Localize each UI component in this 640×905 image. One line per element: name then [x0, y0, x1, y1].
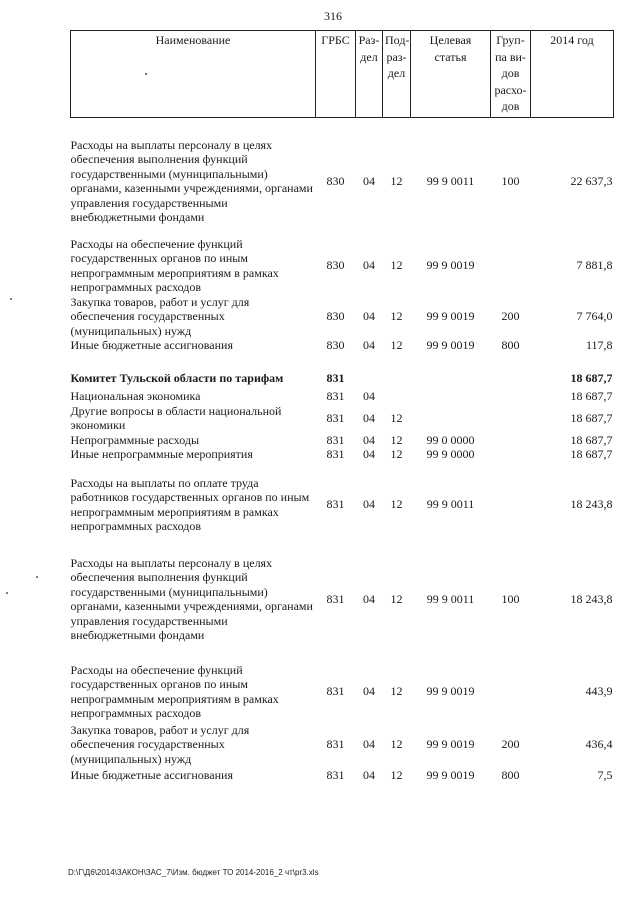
cell-cel: 99 9 0019 [426, 258, 475, 273]
row-spacer [71, 462, 614, 476]
cell-razdel: 04 [363, 309, 375, 323]
scan-speck [36, 576, 38, 578]
cell-grbs: 831 [326, 591, 345, 606]
cell-vr [491, 404, 531, 433]
row-spacer [71, 534, 614, 556]
cell-grbs: 831 [326, 497, 345, 512]
cell-razdel: 04 [363, 684, 375, 699]
row-spacer [71, 225, 614, 237]
header-sum: 2014 год [531, 31, 614, 118]
cell-podrazdel: 12 [390, 410, 403, 425]
cell-cel: 99 9 0011 [426, 497, 475, 512]
cell-vr [491, 476, 531, 534]
header-grbs: ГРБС [316, 31, 356, 118]
table-body [71, 117, 614, 783]
cell-razdel: 04 [363, 410, 375, 425]
cell-cel: 99 9 0011 [426, 591, 475, 606]
cell-name: Другие вопросы в области национальной экономики [70, 403, 282, 432]
cell-podrazdel [383, 389, 411, 404]
cell-vr: 800 [501, 338, 520, 352]
cell-name: Расходы на обеспечение функций государственных органов по иным непрограммным мероприятиям в рамках непрограммных расходов [70, 662, 279, 720]
cell-cel [411, 389, 491, 404]
cell-name: Закупка товаров, работ и услуг для обеспечения государственных (муниципальных) нужд [70, 294, 250, 338]
cell-razdel: 04 [363, 737, 375, 751]
budget-table [70, 30, 614, 783]
table-row [71, 663, 614, 721]
cell-vr: 100 [501, 591, 520, 606]
table-row [71, 338, 614, 353]
table-row [71, 237, 614, 295]
cell-sum: 22 637,3 [570, 173, 613, 188]
cell-razdel: 04 [363, 447, 375, 461]
table-row [71, 138, 614, 225]
header-cel: Целевая статья [411, 31, 491, 118]
cell-podrazdel: 12 [390, 737, 403, 751]
cell-grbs: 830 [326, 173, 345, 188]
cell-sum: 18 243,8 [570, 591, 613, 606]
cell-sum: 18 687,7 [570, 410, 613, 425]
table-row [71, 723, 614, 767]
cell-grbs: 831 [326, 410, 345, 425]
cell-grbs: 831 [326, 447, 345, 461]
cell-sum: 117,8 [585, 338, 613, 352]
cell-cel: 99 9 0000 [426, 447, 475, 461]
cell-name: Расходы на выплаты персоналу в целях обеспечения выполнения функций государственными (муниципальными) органами, казенными учреждениями, органами управления государственными внебюджетными фондами [70, 137, 313, 224]
cell-vr [491, 447, 531, 462]
cell-sum: 18 687,7 [570, 447, 613, 461]
cell-sum: 7 764,0 [576, 309, 613, 323]
table-row [71, 433, 614, 448]
header-name [71, 31, 316, 118]
cell-cel: 99 9 0019 [426, 768, 475, 782]
cell-name: Непрограммные расходы [70, 432, 200, 447]
cell-cel [411, 404, 491, 433]
scan-speck [10, 298, 12, 300]
cell-name: Иные бюджетные ассигнования [70, 768, 233, 782]
row-spacer [71, 117, 614, 138]
cell-name: Национальная экономика [70, 389, 201, 403]
cell-name: Закупка товаров, работ и услуг для обеспечения государственных (муниципальных) нужд [70, 722, 250, 766]
cell-grbs: 831 [326, 737, 345, 751]
file-path-footer: D:\Г\Д6\2014\ЗАКОН\ЗАС_7\Изм. бюджет ТО 2014-2016_2 чт\pr3.xls [68, 868, 319, 877]
header-name-label: Наименование [155, 33, 231, 47]
header-razdel: Раз- дел [356, 31, 383, 118]
table-header [71, 31, 614, 118]
cell-podrazdel: 12 [390, 309, 403, 323]
cell-cel: 99 9 0019 [426, 309, 475, 323]
cell-razdel [356, 371, 383, 386]
cell-vr [491, 663, 531, 721]
cell-cel: 99 0 0000 [426, 432, 475, 447]
cell-razdel: 04 [363, 338, 375, 352]
cell-cel [411, 371, 491, 386]
cell-sum: 18 687,7 [570, 370, 613, 385]
cell-razdel: 04 [363, 258, 375, 273]
cell-grbs: 831 [326, 370, 345, 385]
header-podrazdel: Под- раз- дел [383, 31, 411, 118]
cell-vr [491, 389, 531, 404]
cell-razdel: 04 [363, 432, 375, 447]
cell-sum: 18 243,8 [570, 497, 613, 512]
cell-name: Иные непрограммные мероприятия [70, 447, 253, 461]
cell-vr [491, 237, 531, 295]
cell-sum: 7 881,8 [576, 258, 613, 273]
cell-sum: 18 687,7 [570, 432, 613, 447]
cell-razdel: 04 [363, 389, 375, 403]
cell-cel: 99 9 0011 [426, 173, 475, 188]
cell-razdel: 04 [363, 173, 375, 188]
cell-name: Иные бюджетные ассигнования [70, 338, 233, 352]
row-spacer [71, 353, 614, 371]
table-row [71, 389, 614, 404]
table-row [71, 295, 614, 339]
cell-razdel: 04 [363, 768, 375, 782]
cell-podrazdel: 12 [390, 447, 403, 461]
table-row [71, 476, 614, 534]
cell-podrazdel: 12 [390, 591, 403, 606]
cell-name: Расходы на выплаты по оплате труда работников государственных органов по иным непрограммным мероприятиям в рамках непрограммных расходов [70, 475, 310, 533]
table-row [71, 768, 614, 783]
cell-name: Комитет Тульской области по тарифам [70, 370, 284, 385]
cell-vr: 200 [501, 737, 520, 751]
cell-podrazdel: 12 [390, 432, 403, 447]
table-row [71, 404, 614, 433]
cell-grbs: 830 [326, 338, 345, 352]
cell-grbs: 830 [326, 309, 345, 323]
cell-podrazdel: 12 [390, 497, 403, 512]
cell-cel: 99 9 0019 [426, 338, 475, 352]
cell-podrazdel: 12 [390, 173, 403, 188]
cell-name: Расходы на выплаты персоналу в целях обеспечения выполнения функций государственными (муниципальными) органами, казенными учреждениями, органами управления государственными внебюджетными фондами [70, 555, 313, 642]
cell-podrazdel [383, 371, 411, 386]
cell-cel: 99 9 0019 [426, 737, 475, 751]
row-spacer [71, 643, 614, 663]
table-row [71, 556, 614, 643]
cell-vr: 800 [501, 768, 520, 782]
cell-grbs: 831 [326, 768, 345, 782]
page-number: 316 [324, 9, 342, 23]
cell-grbs: 831 [326, 389, 345, 403]
cell-sum: 18 687,7 [570, 389, 613, 403]
table-row [71, 371, 614, 386]
cell-podrazdel: 12 [390, 684, 403, 699]
cell-podrazdel: 12 [390, 258, 403, 273]
cell-cel: 99 9 0019 [426, 684, 475, 699]
cell-vr [491, 433, 531, 448]
cell-vr: 100 [501, 173, 520, 188]
cell-podrazdel: 12 [390, 338, 403, 352]
cell-podrazdel: 12 [390, 768, 403, 782]
cell-name: Расходы на обеспечение функций государственных органов по иным непрограммным мероприятиям в рамках непрограммных расходов [70, 236, 279, 294]
cell-grbs: 831 [326, 684, 345, 699]
table-row [71, 447, 614, 462]
scan-speck [6, 592, 8, 594]
cell-grbs: 830 [326, 258, 345, 273]
cell-razdel: 04 [363, 591, 375, 606]
cell-sum: 7,5 [597, 768, 613, 782]
cell-grbs: 831 [326, 432, 345, 447]
cell-vr [491, 371, 531, 386]
header-dot-mark [73, 49, 313, 79]
cell-sum: 443,9 [585, 684, 613, 699]
cell-vr: 200 [501, 309, 520, 323]
cell-sum: 436,4 [585, 737, 613, 751]
header-vr: Груп- па ви- дов расхо- дов [491, 31, 531, 118]
cell-razdel: 04 [363, 497, 375, 512]
